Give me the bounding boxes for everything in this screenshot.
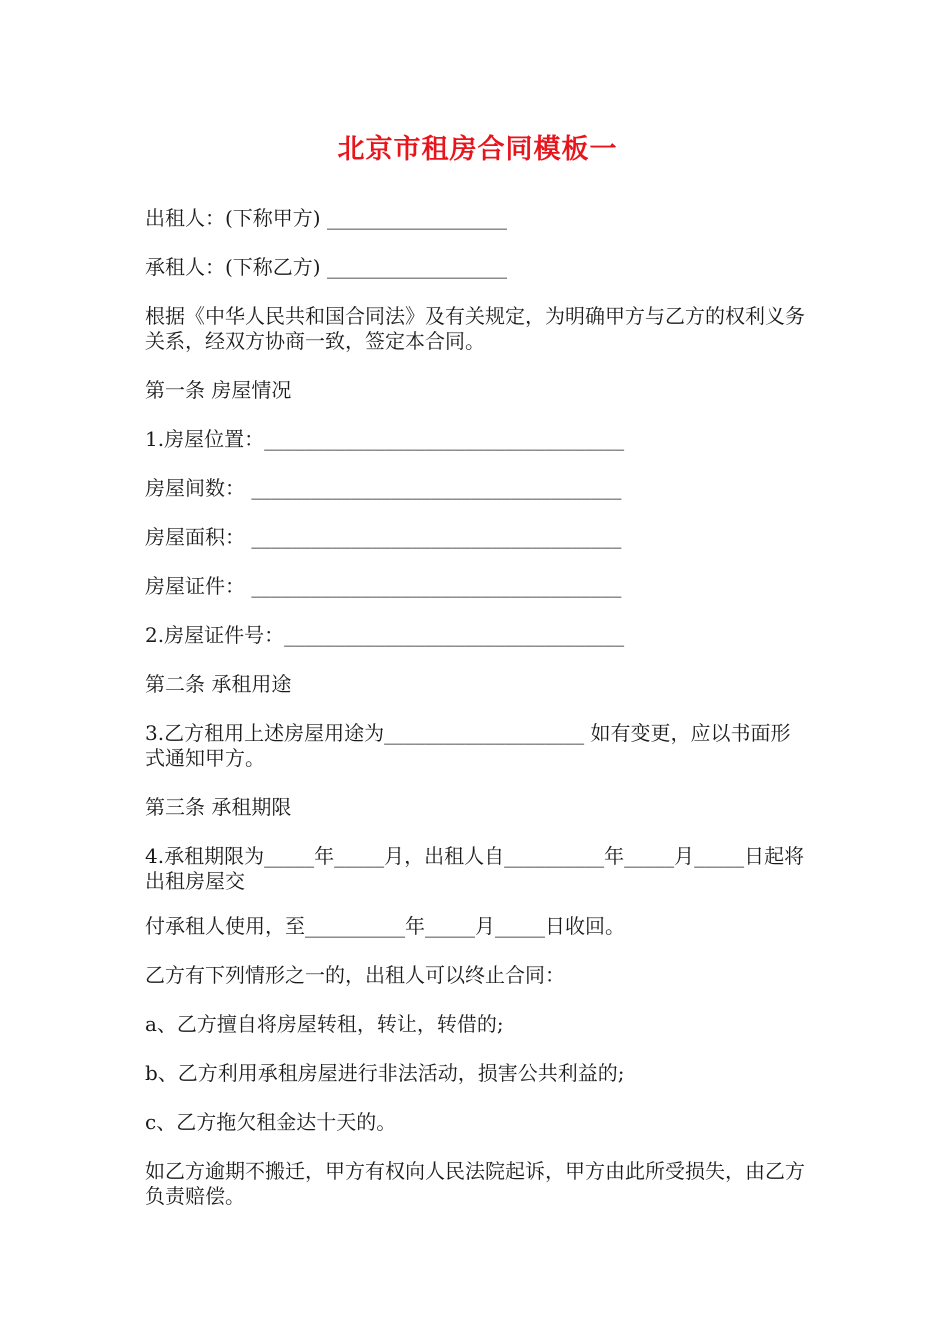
article-2-heading: 第二条 承租用途 [145,672,292,696]
house-location-line: 1.房屋位置：____________________________________ [145,427,625,451]
house-certificate-line: 房屋证件： _____________________________________ [145,574,622,598]
lease-term-paragraph: 4.承租期限为_____年_____月，出租人自__________年_____月_____日起将出租房屋交 [145,844,805,893]
usage-paragraph: 3.乙方租用上述房屋用途为____________________ 如有变更，应以书面形式通知甲方。 [145,721,791,770]
termination-intro-line: 乙方有下列情形之一的，出租人可以终止合同： [145,963,565,987]
lease-return-line: 付承租人使用，至__________年_____月_____日收回。 [145,914,625,938]
termination-item-b: b、乙方利用承租房屋进行非法活动，损害公共利益的; [145,1061,625,1085]
termination-item-c: c、乙方拖欠租金达十天的。 [145,1110,397,1134]
document-title: 北京市租房合同模板一 [337,134,618,165]
lessor-line: 出租人：(下称甲方) __________________ [145,206,507,230]
article-1-heading: 第一条 房屋情况 [145,378,292,402]
termination-item-a: a、乙方擅自将房屋转租，转让，转借的; [145,1012,504,1036]
overdue-paragraph: 如乙方逾期不搬迁，甲方有权向人民法院起诉，甲方由此所受损失，由乙方负责赔偿。 [145,1159,805,1208]
article-3-heading: 第三条 承租期限 [145,795,292,819]
house-area-line: 房屋面积： _____________________________________ [145,525,622,549]
house-certificate-number-line: 2.房屋证件号：__________________________________ [145,623,625,647]
house-rooms-line: 房屋间数： _____________________________________ [145,476,622,500]
lessee-line: 承租人：(下称乙方) __________________ [145,255,507,279]
preamble-paragraph: 根据《中华人民共和国合同法》及有关规定，为明确甲方与乙方的权利义务关系，经双方协商一致，签定本合同。 [145,304,805,353]
